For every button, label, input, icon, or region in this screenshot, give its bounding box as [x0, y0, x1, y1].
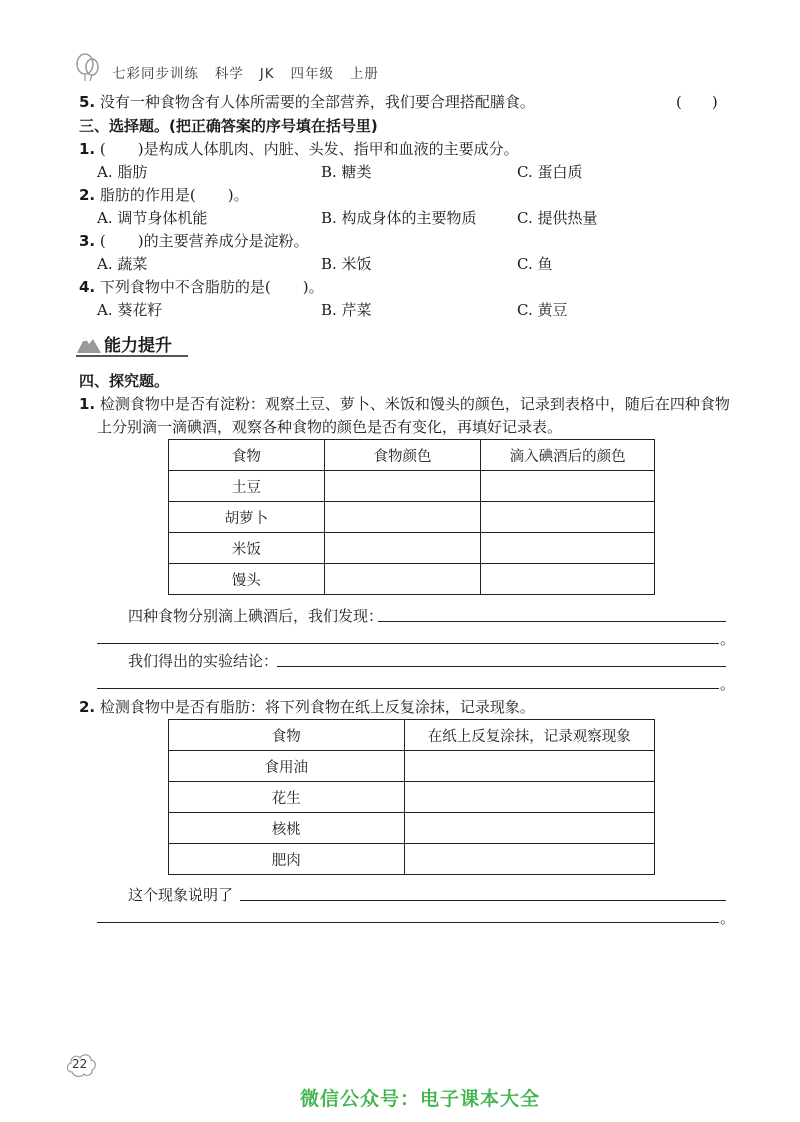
- food-cell: 馒头: [169, 564, 325, 595]
- choice-question-3: 3. ( )的主要营养成分是淀粉。: [79, 232, 309, 250]
- header-volume: 上册: [349, 66, 379, 82]
- finding-period: 。: [720, 630, 736, 648]
- table-header: 食物颜色: [324, 440, 481, 471]
- food-cell: 胡萝卜: [169, 502, 325, 533]
- answer-cell[interactable]: [324, 533, 481, 564]
- food-cell: 肥肉: [169, 844, 405, 875]
- mountain-icon: [76, 332, 102, 354]
- conclusion-answer-line-1[interactable]: [277, 666, 726, 667]
- page-number: 22: [72, 1057, 88, 1071]
- choice-1-b: B. 糖类: [321, 163, 372, 181]
- answer-cell[interactable]: [404, 782, 655, 813]
- choice-question-4: 4. 下列食物中不含脂肪的是( )。: [79, 278, 324, 296]
- table-header-row: [169, 440, 655, 471]
- food-cell: 食用油: [169, 751, 405, 782]
- answer-cell[interactable]: [404, 813, 655, 844]
- table-row: [169, 813, 655, 844]
- choice-1-c: C. 蛋白质: [517, 163, 583, 181]
- inquiry-question-2: 2. 检测食物中是否有脂肪：将下列食物在纸上反复涂抹，记录现象。: [79, 698, 535, 716]
- food-cell: 米饭: [169, 533, 325, 564]
- table-row: [169, 782, 655, 813]
- question-5-text: 没有一种食物含有人体所需要的全部营养，我们要合理搭配膳食。: [99, 93, 535, 111]
- table-header: 滴入碘酒后的颜色: [481, 440, 655, 471]
- choice-2-a: A. 调节身体机能: [97, 209, 208, 227]
- choice-2-b: B. 构成身体的主要物质: [321, 209, 477, 227]
- watermark: 微信公众号：电子课本大全: [300, 1088, 541, 1110]
- page-number-badge: [64, 1050, 98, 1080]
- finding-answer-line-2[interactable]: [97, 643, 719, 644]
- inquiry-question-1: 1. 检测食物中是否有淀粉：观察土豆、萝卜、米饭和馒头的颜色，记录到表格中，随后在四种食物: [79, 395, 730, 413]
- ability-underline: [76, 355, 188, 357]
- choice-3-c: C. 鱼: [517, 255, 553, 273]
- header-subject: 科学: [214, 66, 244, 82]
- table-row: [169, 471, 655, 502]
- choice-question-1: 1. ( )是构成人体肌肉、内脏、头发、指甲和血液的主要成分。: [79, 140, 519, 158]
- section-3-title: 三、选择题。(把正确答案的序号填在括号里): [79, 117, 378, 135]
- header-logo-icon: [72, 52, 102, 82]
- header-edition: JK: [259, 66, 275, 82]
- ability-section: [76, 330, 188, 356]
- explain-answer-line-2[interactable]: [97, 922, 719, 923]
- answer-cell[interactable]: [324, 471, 481, 502]
- section-4-title: 四、探究题。: [79, 372, 170, 390]
- answer-cell[interactable]: [324, 564, 481, 595]
- table-header: 在纸上反复涂抹，记录观察现象: [404, 720, 655, 751]
- choice-3-b: B. 米饭: [321, 255, 372, 273]
- header-series: 七彩同步训练: [112, 66, 199, 82]
- table-header: 食物: [169, 720, 405, 751]
- answer-cell[interactable]: [481, 502, 655, 533]
- table-header-row: [169, 720, 655, 751]
- starch-table: [168, 439, 655, 595]
- table-row: [169, 502, 655, 533]
- food-cell: 花生: [169, 782, 405, 813]
- food-cell: 核桃: [169, 813, 405, 844]
- choice-question-2: 2. 脂肪的作用是( )。: [79, 186, 249, 204]
- header-grade: 四年级: [290, 66, 334, 82]
- food-cell: 土豆: [169, 471, 325, 502]
- explain-label: 这个现象说明了: [128, 886, 234, 904]
- choice-4-c: C. 黄豆: [517, 301, 568, 319]
- answer-cell[interactable]: [324, 502, 481, 533]
- ability-title: 能力提升: [104, 336, 172, 356]
- explain-period: 。: [720, 909, 736, 927]
- conclusion-period: 。: [720, 675, 736, 693]
- choice-4-b: B. 芹菜: [321, 301, 372, 319]
- finding-label: 四种食物分别滴上碘酒后，我们发现：: [128, 607, 384, 625]
- answer-cell[interactable]: [404, 844, 655, 875]
- table-row: [169, 751, 655, 782]
- table-row: [169, 564, 655, 595]
- finding-answer-line-1[interactable]: [378, 621, 726, 622]
- answer-paren-5[interactable]: ( ): [676, 93, 718, 111]
- inquiry-question-1-line2: 上分别滴一滴碘酒，观察各种食物的颜色是否有变化，再填好记录表。: [97, 418, 563, 436]
- table-row: [169, 533, 655, 564]
- answer-cell[interactable]: [481, 564, 655, 595]
- answer-cell[interactable]: [481, 471, 655, 502]
- choice-1-a: A. 脂肪: [97, 163, 148, 181]
- answer-cell[interactable]: [481, 533, 655, 564]
- table-row: [169, 844, 655, 875]
- conclusion-answer-line-2[interactable]: [97, 688, 719, 689]
- answer-cell[interactable]: [404, 751, 655, 782]
- question-5: 5. 没有一种食物含有人体所需要的全部营养，我们要合理搭配膳食。: [79, 93, 535, 111]
- fat-table: [168, 719, 655, 875]
- choice-3-a: A. 蔬菜: [97, 255, 148, 273]
- header-title: [112, 62, 379, 82]
- choice-2-c: C. 提供热量: [517, 209, 598, 227]
- choice-4-a: A. 葵花籽: [97, 301, 163, 319]
- explain-answer-line-1[interactable]: [240, 900, 726, 901]
- conclusion-label: 我们得出的实验结论：: [128, 652, 279, 670]
- table-header: 食物: [169, 440, 325, 471]
